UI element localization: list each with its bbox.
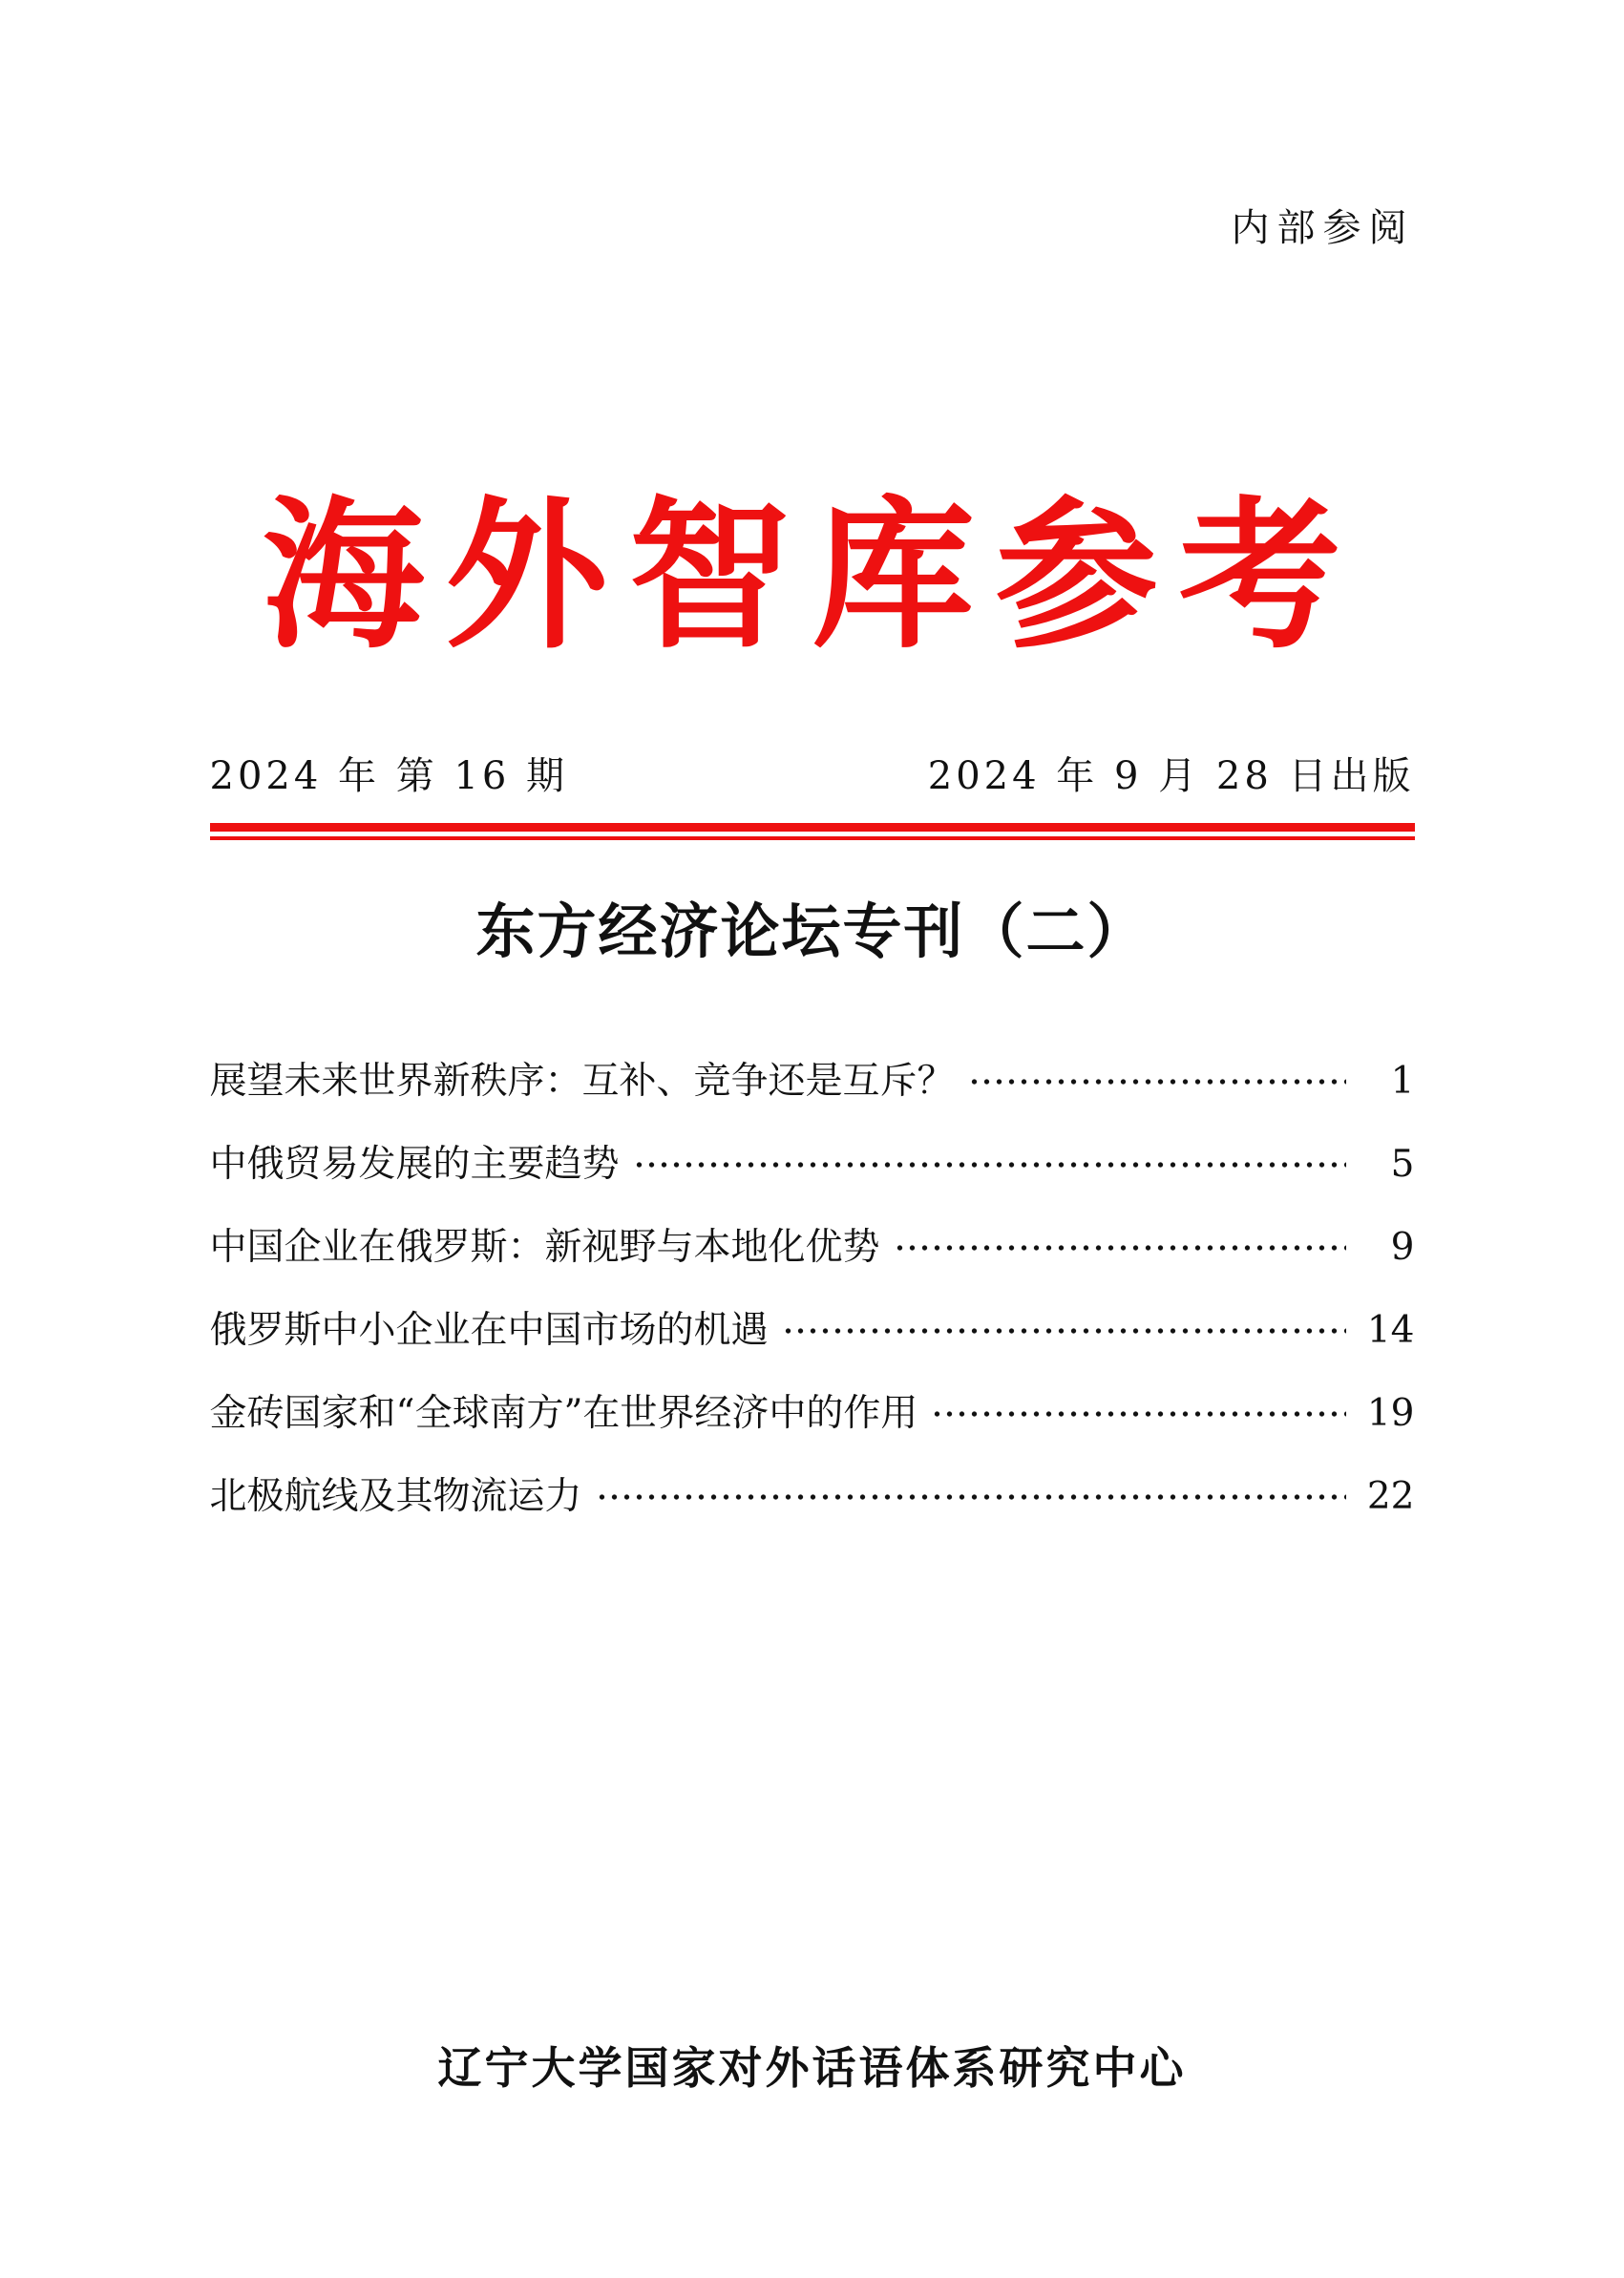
toc-page-number: 9 (1390, 1225, 1415, 1269)
issue-info-row (210, 753, 1415, 799)
toc-row (210, 1372, 1415, 1455)
toc-page-number: 22 (1366, 1474, 1415, 1518)
toc-row (210, 1040, 1415, 1123)
publisher-footer: 辽宁大学国家对外话语体系研究中心 (437, 2042, 1187, 2094)
toc-page-number: 1 (1390, 1059, 1415, 1103)
toc-entry-title: 金砖国家和“全球南方”在世界经济中的作用 (209, 1391, 918, 1435)
toc-entry-title: 中俄贸易发展的主要趋势 (209, 1142, 620, 1186)
toc-page-number: 19 (1366, 1391, 1415, 1435)
toc-page-number: 14 (1366, 1308, 1415, 1352)
double-rule-divider (210, 823, 1415, 840)
toc-page-number: 5 (1390, 1142, 1415, 1186)
toc-entry-title: 北极航线及其物流运力 (209, 1474, 582, 1518)
toc-dot-leader (931, 1395, 1345, 1433)
special-issue-title: 东方经济论坛专刊（二） (475, 896, 1149, 967)
toc-entry-title: 中国企业在俄罗斯：新视野与本地化优势 (209, 1225, 880, 1269)
toc-entry-title: 展望未来世界新秩序：互补、竞争还是互斥？ (209, 1059, 955, 1103)
toc-entry-title: 俄罗斯中小企业在中国市场的机遇 (209, 1308, 769, 1352)
publish-date: 2024 年 9 月 28 日出版 (927, 754, 1415, 799)
toc-row (210, 1206, 1415, 1289)
toc-row (210, 1289, 1415, 1372)
issue-number: 2024 年 第 16 期 (209, 754, 569, 799)
toc-dot-leader (633, 1146, 1346, 1184)
table-of-contents (210, 1040, 1415, 1538)
toc-dot-leader (968, 1063, 1346, 1101)
publication-title: 海外智库参考 (262, 480, 1362, 671)
toc-dot-leader (782, 1312, 1346, 1350)
toc-row (210, 1455, 1415, 1538)
classification-label: 内部参阅 (1231, 206, 1415, 250)
toc-dot-leader (894, 1229, 1346, 1267)
toc-row (210, 1123, 1415, 1206)
toc-dot-leader (596, 1478, 1346, 1516)
page-content (210, 205, 1415, 1538)
